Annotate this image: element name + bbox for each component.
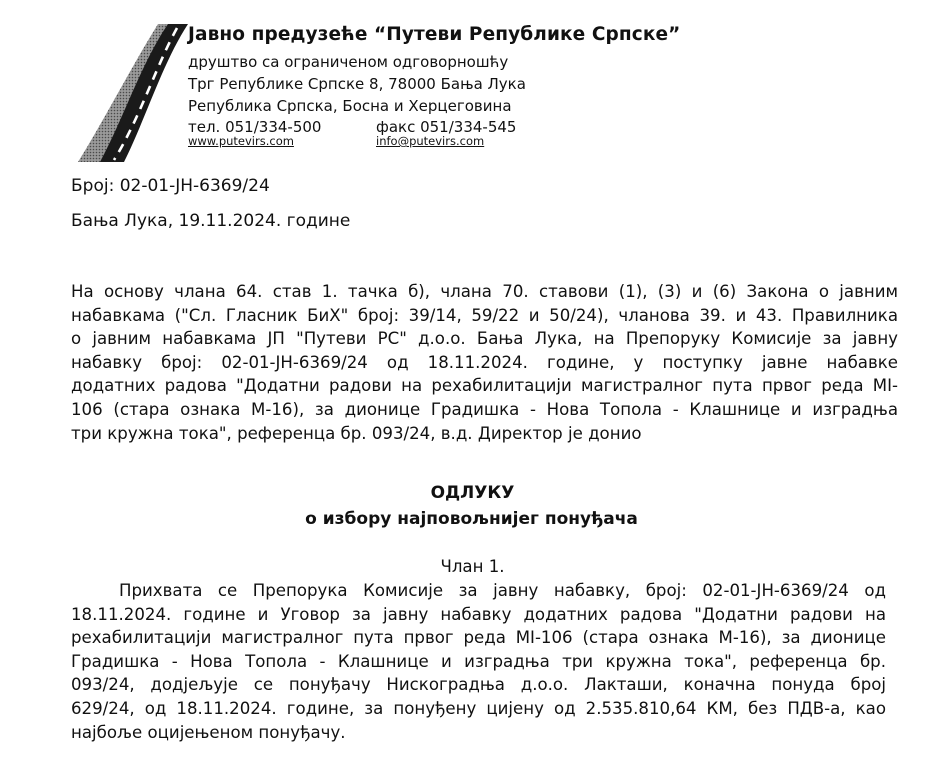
preamble-line: набавку број: 02-01-ЈН-6369/24 од 18.11.2024. године, у поступку јавне набавке <box>71 352 898 372</box>
preamble-line: три кружна тока", референца бр. 093/24, в.д. Директор је донио <box>71 423 642 443</box>
preamble-line: набавкама ("Сл. Гласник БиХ" број: 39/14, 59/22 и 50/24), чланова 39. и 43. Правилника <box>71 305 898 325</box>
article-line: Градишка - Нова Топола - Клашнице и изградња три кружна тока", референца бр. <box>71 651 886 671</box>
article-line: 093/24, додјељује се понуђачу Нискоградња д.о.о. Лакташи, коначна понуда број <box>71 675 886 695</box>
article-line: 629/24, од 18.11.2024. године, за понуђену цијену од 2.535.810,64 КМ, без ПДВ-а, као <box>71 698 886 718</box>
organization-name: Јавно предузеће “Путеви Републике Српске” <box>188 24 681 45</box>
company-country: Република Српска, Босна и Херцеговина <box>188 97 512 115</box>
preamble-paragraph <box>71 280 898 445</box>
preamble-line: о јавним набавкама ЈП "Путеви РС" д.о.о. Бања Лука, на Препоруку Комисије за јавну <box>71 329 898 349</box>
article-heading: Члан 1. <box>440 557 505 576</box>
website-link[interactable]: www.putevirs.com <box>188 134 294 148</box>
road-logo-icon <box>74 22 188 164</box>
company-type: друштво са ограниченом одговорношћу <box>188 53 509 71</box>
contact-block <box>188 118 708 148</box>
decision-title: ОДЛУКУ <box>430 483 515 503</box>
article-line: Прихвата се Препорука Комисије за јавну набавку, број: 02-01-ЈН-6369/24 од <box>119 581 886 600</box>
article-line: рехабилитацији магистралног пута првог реда МІ-106 (стара ознака М-16), за дионице <box>71 628 886 648</box>
document-place-date: Бања Лука, 19.11.2024. године <box>71 211 351 231</box>
article-line: најбоље оцијењеном понуђачу. <box>71 722 346 742</box>
email-link[interactable]: info@putevirs.com <box>376 134 485 148</box>
phone-number: тел. 051/334-500 <box>188 118 322 136</box>
preamble-line: На основу члана 64. став 1. тачка б), члана 70. ставови (1), (3) и (6) Закона о јавним <box>71 282 898 301</box>
company-address: Трг Републике Српске 8, 78000 Бања Лука <box>188 75 526 93</box>
fax-number: факс 051/334-545 <box>376 118 517 136</box>
letterhead <box>188 24 708 148</box>
article-line: 18.11.2024. године и Уговор за јавну набавку додатних радова "Додатни радови на <box>71 604 886 624</box>
preamble-line: додатних радова "Додатни радови на рехабилитацији магистралног пута првог реда МІ- <box>71 376 898 396</box>
decision-subtitle: о избору најповољнијег понуђача <box>305 509 638 529</box>
article-paragraph <box>71 579 886 744</box>
preamble-line: 106 (стара ознака М-16), за дионице Градишка - Нова Топола - Клашнице и изградња <box>71 399 898 419</box>
document-number: Број: 02-01-ЈН-6369/24 <box>71 176 270 196</box>
